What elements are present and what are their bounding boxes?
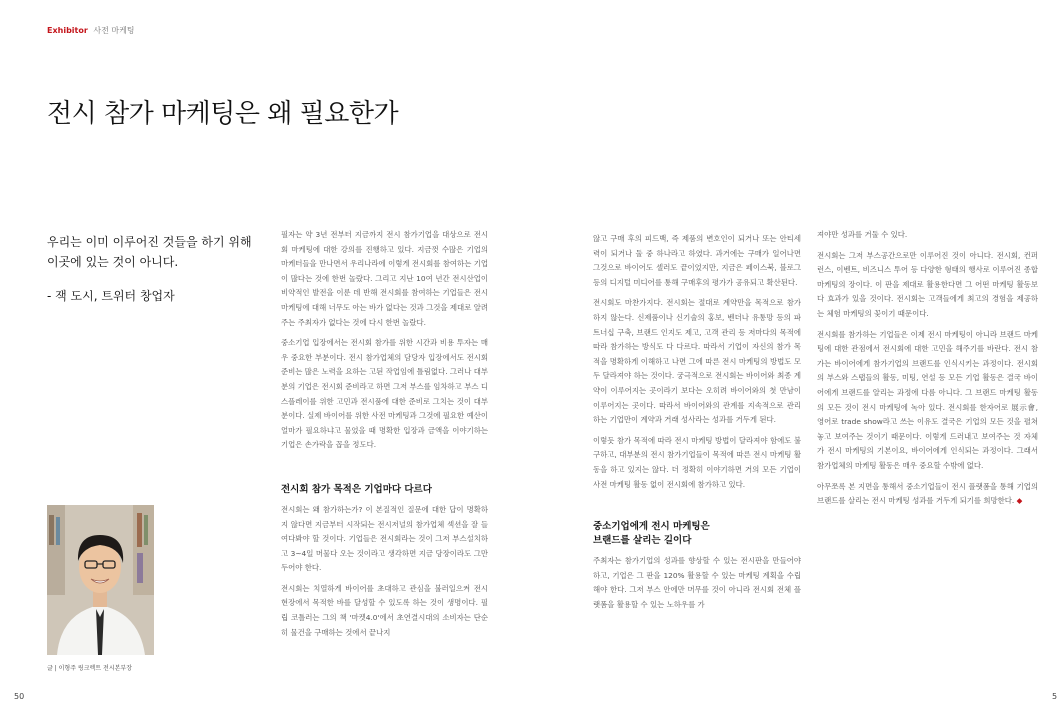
section-header: [47, 25, 135, 36]
author-portrait-image: [47, 505, 154, 655]
paragraph: 중소기업 입장에서는 전시회 참가를 위한 시간과 비용 투자는 매우 중요한 부분이다. 전시 참가업체의 담당자 입장에서도 전시회 준비는 많은 노력을 요하는 고된 작업임에 틀림없다. 그러나 대부분의 기업은 전시회 준비라고 하면 그저 부스를 임차하고 부스 디스플레이를 위한 고민과 전시품에 대한 준비로 그치는 것이 대부분이다. 실제 바이어를 위한 사전 마케팅과 그것에 필요한 예산이 얼마가 필요하냐고 물었을 때 명확한 입장과 금액을 이야기하는 기업은 손가락을 꼽을 정도다.: [281, 338, 488, 450]
author-photo: [47, 505, 154, 655]
paragraph: 전시회는 그저 부스공간으로만 이루어진 것이 아니다. 전시회, 컨퍼런스, 이벤트, 비즈니스 투어 등 다양한 형태의 행사로 이루어진 종합 마케팅의 장이다. 이 판을 제대로 활용한다면 그 어떤 마케팅 활동보다 효과가 있을 것이다. 전시회는 고객들에게 최고의 경험을 제공하는 체험 마케팅의 꽃이기 때문이다.: [817, 250, 1038, 318]
photo-caption: 글 | 이형주 링크렉트 전시본부장: [47, 665, 132, 672]
paragraph: 전시회는 왜 참가하는가? 이 본질적인 질문에 대한 답이 명확하지 않다면 지금부터 시작되는 전시저널의 참가업체 섹션을 잘 들여다봐야 할 것이다. 기업들은 전시회라는 것이 그저 부스설치하고 3~4일 머물다 오는 것이라고 생각하면 지금 당장이라도 그만두어야 한다.: [281, 504, 488, 573]
paragraph: 이렇듯 참가 목적에 따라 전시 마케팅 방법이 달라져야 함에도 불구하고, 대부분의 전시 참가기업들이 목적에 따른 전시 마케팅 활동을 하고 있지는 않다. 더 정확히 이야기하면 거의 모든 기업이 사전 마케팅 활동 없이 전시회에 참가하고 있다.: [593, 435, 801, 489]
page-number-right: 5: [1052, 692, 1058, 701]
section-subtitle: 사전 마케팅: [93, 26, 135, 35]
section-label: Exhibitor: [47, 26, 88, 35]
article-column-1: [281, 228, 488, 646]
paragraph: 전시회를 참가하는 기업들은 이제 전시 마케팅이 아니라 브랜드 마케팅에 대한 관점에서 전시회에 대한 고민을 해주기를 바란다. 전시 참가는 바이어에게 참가기업의 브랜드를 인식시키는 과정이다. 전시회의 부스와 스탭들의 활동, 미팅, 연설 등 모든 기업 활동은 결국 바이어에게 브랜드를 알리는 과정에 다름 아니다. 그 브랜드 마케팅 활동의 모든 것이 전시 마케팅에 녹아 있다. 전시회를 한자어로 展示會, 영어로 trade show라고 쓰는 이유도 결국은 기업의 모든 것을 펼쳐놓고 보여주는 것이기 때문이다. 이렇게 드러내고 보여주는 것 자체가 전시 마케팅의 기본이요, 바이어에게 인식되는 과정이다. 그래서 참가업체의 마케팅 활동은 매우 중요할 수밖에 없다.: [817, 329, 1038, 470]
article-column-3: [817, 228, 1038, 515]
quote-line-2: 이곳에 있는 것이 아니다.: [47, 255, 179, 269]
paragraph: 전시회는 치열하게 바이어를 초대하고 관심을 불러일으켜 전시 현장에서 목적한 바를 달성할 수 있도록 하는 것이 생명이다. 필립 코틀러는 그의 책 '마켓4.0'에서 초연결시대의 소비자는 단순히 물건을 구매하는 것에서 끝나지: [281, 583, 488, 637]
paragraph: 필자는 약 3년 전부터 지금까지 전시 참가기업을 대상으로 전시회 마케팅에 대한 강의를 진행하고 있다. 지금껏 수많은 기업의 마케터들을 만나면서 우리나라에 이렇게 전시회를 참여하는 기업이 많다는 것에 한번 놀랐다. 그리고 지난 10여 년간 전시산업이 비약적인 발전을 이룬 데 반해 전시회를 참여하는 기업들은 전시 마케팅에 대해 너무도 아는 바가 없다는 것과 그것을 제대로 알려주는 주최자가 없다는 것에 다시 한번 놀랐다.: [281, 230, 488, 327]
end-mark-icon: ◆: [1016, 496, 1023, 506]
section-heading-line-1: 중소기업에게 전시 마케팅은: [593, 521, 710, 533]
closing-text: 아무쪼록 본 지면을 통해서 중소기업들이 전시 플랫폼을 통해 기업의 브랜드를 살리는 전시 마케팅 성과를 거두게 되기를 희망한다.: [817, 481, 1038, 506]
article-column-2: [593, 232, 801, 618]
paragraph: 주최자는 참가기업의 성과를 향상할 수 있는 전시판을 만들어야 하고, 기업은 그 판을 120% 활용할 수 있는 마케팅 계획을 수립해야 한다. 그저 부스 안에만 머무를 것이 아니라 전시회 전체 플랫폼을 활용할 수 있는 노하우를 가: [593, 556, 801, 609]
article-title: 전시 참가 마케팅은 왜 필요한가: [47, 99, 399, 129]
section-heading: 전시회 참가 목적은 기업마다 다르다: [281, 483, 432, 495]
paragraph: 져야만 성과를 거둘 수 있다.: [817, 230, 908, 239]
quote-author: - 잭 도시, 트위터 창업자: [47, 289, 175, 303]
paragraph: 전시회도 마찬가지다. 전시회는 절대로 계약만을 목적으로 참가하지 않는다. 신제품이나 신기술의 홍보, 벤더나 유통망 등의 파트너십 구축, 브랜드 인지도 제고, 고객 관리 등 저마다의 목적에 따라 참가하는 방식도 다 다르다. 따라서 기업이 자신의 참가 목적을 명확하게 이해하고 나면 그에 따른 전시 마케팅의 방법도 모두 달라져야 하는 것이다. 궁극적으로 전시회는 바이어와 최종 계약이 이루어지는 곳이라기 보다는 오히려 바이어와의 첫 만남이 이루어지는 곳이다. 따라서 바이어와의 관계를 지속적으로 관리하는 기업만이 계약과 거래 성사라는 성과를 거두게 된다.: [593, 298, 801, 425]
paragraph: [817, 480, 1038, 509]
paragraph: 않고 구매 후의 피드백, 즉 제품의 변호인이 되거나 또는 안티세력이 되거나 둘 중 하나라고 하였다. 과거에는 구매가 일어나면 그것으로 바이어도 셀러도 끝이었지만, 지금은 페이스북, 블로그 등의 디지털 미디어를 통해 구매후의 평가가 공유되고 확산된다.: [593, 234, 801, 287]
section-heading: [593, 520, 801, 548]
quote-line-1: 우리는 이미 이루어진 것들을 하기 위해: [47, 235, 252, 249]
pull-quote: [47, 232, 257, 306]
section-heading-line-2: 브랜드를 살리는 길이다: [593, 535, 692, 547]
page-number-left: 50: [14, 692, 25, 701]
